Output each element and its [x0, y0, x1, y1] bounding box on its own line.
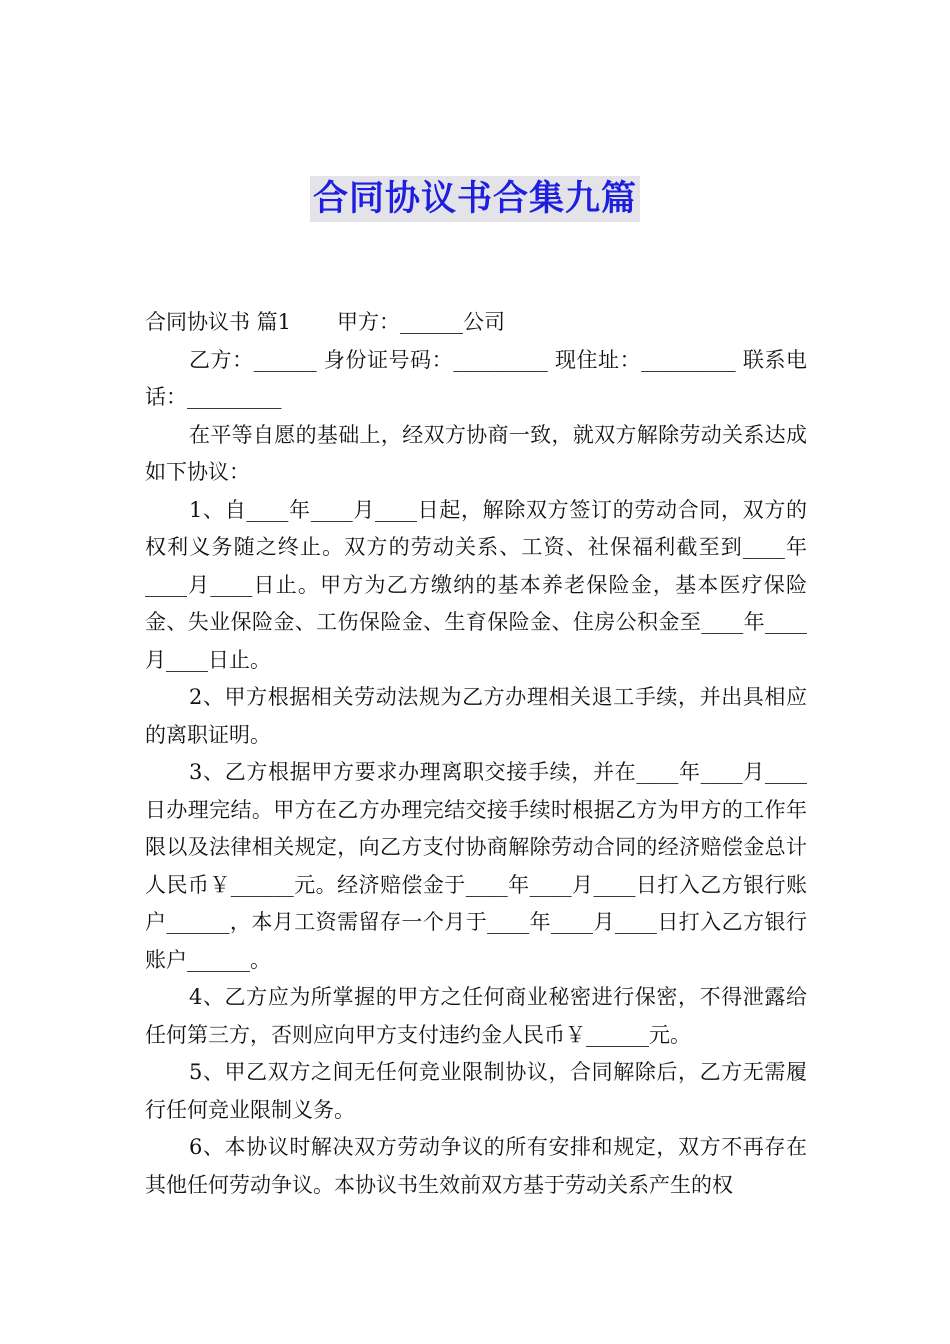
heading-line [145, 304, 807, 342]
paragraph-clause-6: 6、本协议时解决双方劳动争议的所有安排和规定，双方不再存在其他任何劳动争议。本协议书生效前双方基于劳动关系产生的权 [145, 1135, 807, 1197]
party-b-paragraph: 乙方：______ 身份证号码：_________ 现住址：_________ 联系电话：_________ [145, 347, 807, 409]
party-a-line: 甲方：______公司 [337, 310, 506, 334]
paragraph-clause-4: 4、乙方应为所掌握的甲方之任何商业秘密进行保密，不得泄露给任何第三方，否则应向甲方支付违约金人民币￥______元。 [145, 985, 807, 1047]
title-container [0, 176, 950, 222]
paragraph-intro: 在平等自愿的基础上，经双方协商一致，就双方解除劳动关系达成如下协议： [145, 422, 807, 484]
section-label: 合同协议书 篇1 [145, 310, 292, 334]
paragraph-clause-2: 2、甲方根据相关劳动法规为乙方办理相关退工手续，并出具相应的离职证明。 [145, 685, 807, 747]
document-body [145, 304, 807, 1204]
paragraph-clause-1: 1、自____年____月____日起，解除双方签订的劳动合同，双方的权利义务随之终止。双方的劳动关系、工资、社保福利截至到____年____月____日止。甲方为乙方缴纳的基本养老保险金，基本医疗保险金、失业保险金、工伤保险金、生育保险金、住房公积金至____年____月____日止。 [145, 497, 807, 672]
paragraph-clause-3: 3、乙方根据甲方要求办理离职交接手续，并在____年____月____日办理完结。甲方在乙方办理完结交接手续时根据乙方为甲方的工作年限以及法律相关规定，向乙方支付协商解除劳动合同的经济赔偿金总计人民币￥______元。经济赔偿金于____年____月____日打入乙方银行账户______，本月工资需留存一个月于____年____月____日打入乙方银行账户______。 [145, 760, 807, 972]
paragraph-clause-5: 5、甲乙双方之间无任何竞业限制协议，合同解除后，乙方无需履行任何竞业限制义务。 [145, 1060, 807, 1122]
document-title: 合同协议书合集九篇 [310, 176, 640, 222]
